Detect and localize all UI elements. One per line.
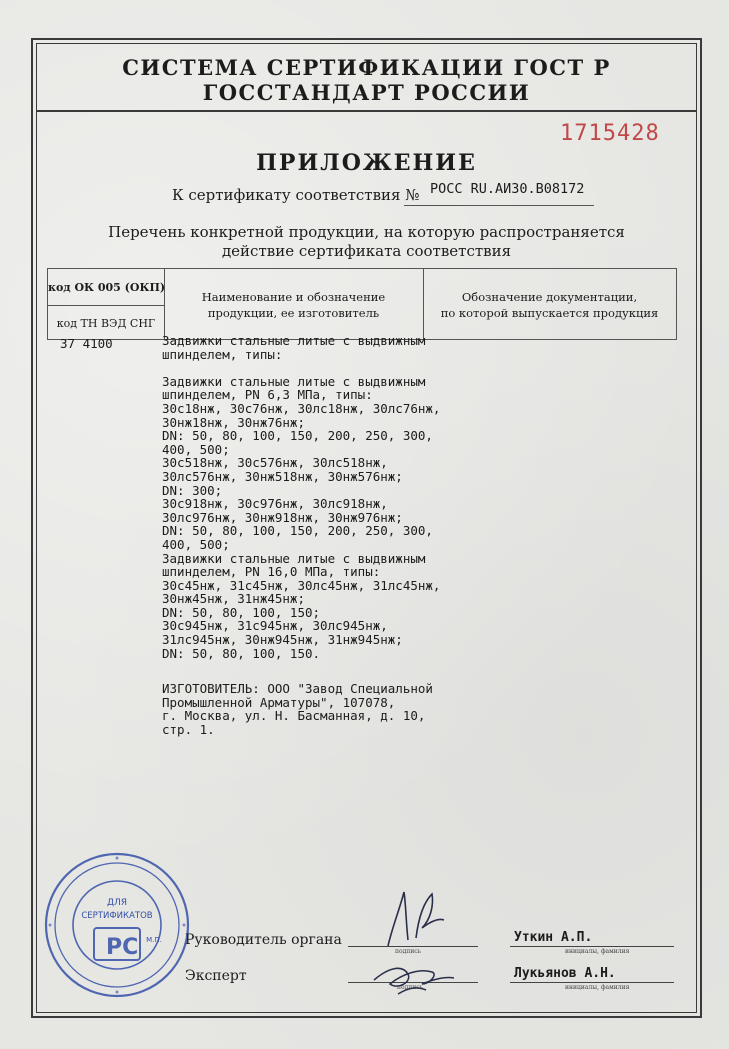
manufacturer-line: г. Москва, ул. Н. Басманная, д. 10,	[162, 708, 426, 724]
header-separator	[36, 110, 697, 112]
product-line: 30нж45нж, 31нж45нж;	[162, 591, 305, 607]
product-line: 30с45нж, 31с45нж, 30лс45нж, 31лс45нж,	[162, 577, 441, 593]
product-line: шпинделем, типы:	[162, 346, 283, 362]
certificate-reference-label: К сертификату соответствия №	[172, 186, 420, 204]
product-line: 30лс976нж, 30нж918нж, 30нж976нж;	[162, 509, 403, 525]
certification-stamp	[42, 850, 192, 1000]
expert-name-caption: инициалы, фамилия	[565, 984, 630, 991]
product-line: DN: 50, 80, 100, 150;	[162, 604, 321, 620]
stamp-text-mp: М.П.	[146, 936, 162, 944]
product-table-header	[47, 268, 677, 340]
certificate-reference-underline	[404, 205, 594, 206]
head-signature-caption: подпись	[395, 948, 421, 955]
product-code-value: 37 4100	[60, 336, 113, 351]
certificate-reference-number: РОСС RU.АИ30.В08172	[430, 181, 585, 197]
product-line: 30с945нж, 31с945нж, 30лс945нж,	[162, 618, 388, 634]
product-line: Задвижки стальные литые с выдвижным	[162, 333, 426, 348]
product-line: 400, 500;	[162, 441, 230, 457]
product-line: 30нж18нж, 30нж76нж;	[162, 414, 305, 430]
product-line: 31лс945нж, 30нж945нж, 31нж945нж;	[162, 632, 403, 648]
product-line: 400, 500;	[162, 536, 230, 552]
product-line: 30с918нж, 30с976нж, 30лс918нж,	[162, 496, 388, 512]
expert-name: Лукьянов А.Н.	[514, 966, 616, 981]
list-title-line2: действие сертификата соответствия	[221, 242, 512, 260]
header-product-name-line1: Наименование и обозначение	[201, 290, 386, 304]
head-name: Уткин А.П.	[514, 930, 593, 945]
manufacturer-info	[162, 682, 433, 736]
head-handwritten-signature	[360, 888, 460, 948]
product-line: 30лс576нж, 30нж518нж, 30нж576нж;	[162, 468, 403, 484]
head-of-body-label: Руководитель органа	[185, 932, 342, 948]
stamp-text-certificates: СЕРТИФИКАТОВ	[81, 911, 153, 921]
product-line: 30с18нж, 30с76нж, 30лс18нж, 30лс76нж,	[162, 400, 441, 416]
manufacturer-line: Промышленной Арматуры", 107078,	[162, 694, 396, 710]
product-line: Задвижки стальные литые с выдвижным	[162, 550, 426, 566]
header-gosstandart-title: ГОССТАНДАРТ РОССИИ	[202, 80, 531, 105]
header-documentation-line2: по которой выпускается продукция	[440, 306, 659, 320]
expert-signature-caption: подпись	[397, 984, 423, 991]
product-line: шпинделем, PN 6,3 МПа, типы:	[162, 387, 373, 403]
certificate-serial-number: 1715428	[560, 121, 660, 146]
header-product-name	[164, 289, 423, 321]
product-line: 30с518нж, 30с576нж, 30лс518нж,	[162, 455, 388, 471]
product-line: шпинделем, PN 16,0 МПа, типы:	[162, 564, 381, 580]
product-line: DN: 50, 80, 100, 150, 200, 250, 300,	[162, 428, 433, 444]
head-name-line	[510, 946, 674, 947]
appendix-title: ПРИЛОЖЕНИЕ	[256, 150, 477, 176]
expert-name-line	[510, 982, 674, 983]
header-documentation-line1: Обозначение документации,	[461, 290, 638, 304]
stamp-text-for: ДЛЯ	[106, 898, 128, 908]
header-system-title: СИСТЕМА СЕРТИФИКАЦИИ ГОСТ Р	[122, 55, 611, 80]
header-documentation	[423, 289, 676, 321]
product-line: DN: 300;	[162, 482, 223, 498]
header-okp-code: код ОК 005 (ОКП)	[48, 281, 166, 294]
product-line: DN: 50, 80, 100, 150.	[162, 645, 321, 661]
head-name-caption: инициалы, фамилия	[565, 948, 630, 955]
expert-label: Эксперт	[185, 968, 247, 984]
header-product-name-line2: продукции, ее изготовитель	[207, 306, 380, 320]
product-description	[162, 334, 462, 660]
manufacturer-line: ИЗГОТОВИТЕЛЬ: ООО "Завод Специальной	[162, 681, 433, 696]
list-title-line1: Перечень конкретной продукции, на которую распространяется	[108, 223, 625, 241]
header-tnved-code: код ТН ВЭД СНГ	[56, 317, 156, 330]
product-line: DN: 50, 80, 100, 150, 200, 250, 300,	[162, 523, 433, 539]
manufacturer-line: стр. 1.	[162, 721, 215, 737]
table-code-divider	[48, 305, 164, 306]
product-line: Задвижки стальные литые с выдвижным	[162, 373, 426, 389]
svg-text:PC: PC	[106, 935, 139, 960]
expert-handwritten-signature	[368, 950, 458, 1000]
